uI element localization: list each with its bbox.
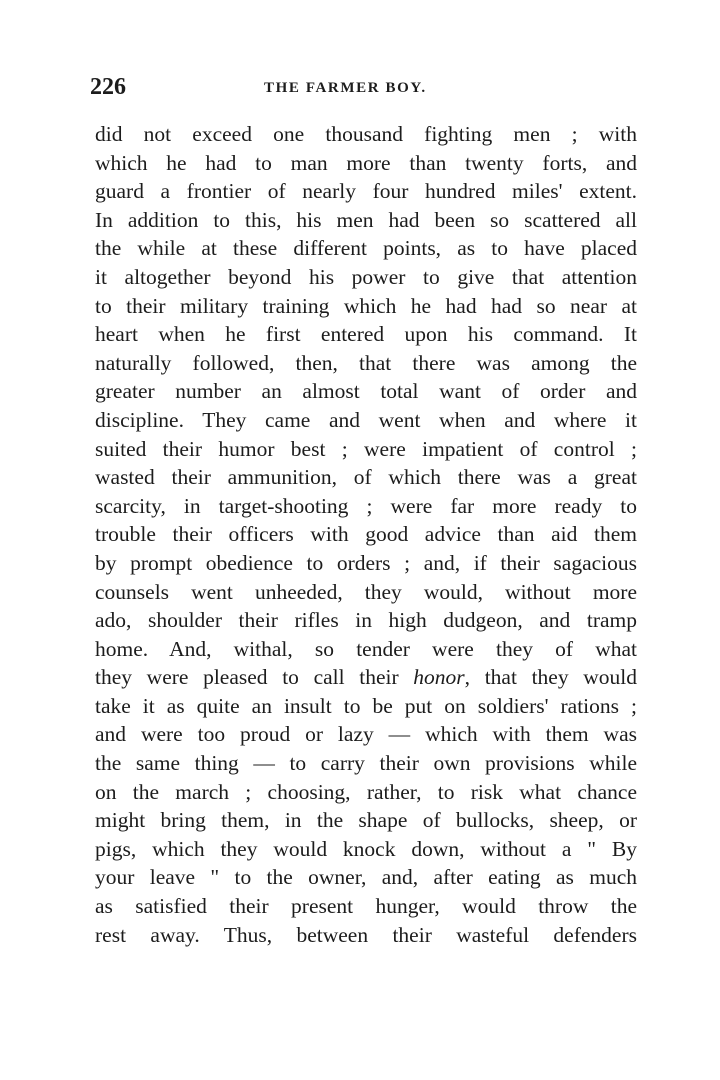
- text-line: which he had to man more than twenty forts, and: [95, 150, 637, 175]
- text-line: wasted their ammunition, of which there was a great: [95, 465, 637, 490]
- text-line: your leave " to the owner, and, after eating as much: [95, 865, 637, 890]
- text-line: and were too proud or lazy — which with them was: [95, 722, 637, 747]
- text-line: the same thing — to carry their own provisions while: [95, 751, 637, 776]
- text-line: suited their humor best ; were impatient of control ;: [95, 436, 637, 461]
- text-line: greater number an almost total want of order and: [95, 379, 637, 404]
- text-line: counsels went unheeded, they would, without more: [95, 579, 637, 604]
- text-line: might bring them, in the shape of bullocks, sheep, or: [95, 808, 637, 833]
- italic-word: honor: [413, 665, 465, 690]
- text-line: take it as quite an insult to be put on soldiers' rations ;: [95, 693, 637, 718]
- text-line: ado, shoulder their rifles in high dudgeon, and tramp: [95, 608, 637, 633]
- text-line: naturally followed, then, that there was among the: [95, 350, 637, 375]
- text-line: discipline. They came and went when and where it: [95, 407, 637, 432]
- text-line: did not exceed one thousand fighting men ; with: [95, 122, 637, 146]
- page-number: 226: [90, 74, 126, 100]
- text-line: trouble their officers with good advice than aid them: [95, 522, 637, 547]
- text-line: rest away. Thus, between their wasteful defenders: [95, 922, 637, 947]
- text-line: home. And, withal, so tender were they of what: [95, 636, 637, 661]
- text-segment: , that they would: [464, 665, 637, 690]
- text-line-with-italic: [95, 663, 637, 692]
- text-line: the while at these different points, as to have placed: [95, 236, 637, 261]
- body-text: [95, 120, 637, 949]
- text-line: to their military training which he had had so near at: [95, 293, 637, 318]
- text-line: by prompt obedience to orders ; and, if their sagacious: [95, 550, 637, 575]
- text-segment: they were pleased to call their: [95, 665, 414, 690]
- running-head: THE FARMER BOY.: [264, 80, 427, 96]
- text-line: guard a frontier of nearly four hundred miles' extent.: [95, 179, 637, 204]
- text-line: on the march ; choosing, rather, to risk what chance: [95, 779, 637, 804]
- text-line: pigs, which they would knock down, without a " By: [95, 836, 637, 861]
- text-line: as satisfied their present hunger, would throw the: [95, 894, 637, 919]
- text-line: scarcity, in target-shooting ; were far more ready to: [95, 493, 637, 518]
- page-header: [90, 72, 640, 106]
- text-line: In addition to this, his men had been so scattered all: [95, 207, 637, 232]
- text-line: heart when he first entered upon his command. It: [95, 322, 637, 347]
- text-line: it altogether beyond his power to give that attention: [95, 264, 637, 289]
